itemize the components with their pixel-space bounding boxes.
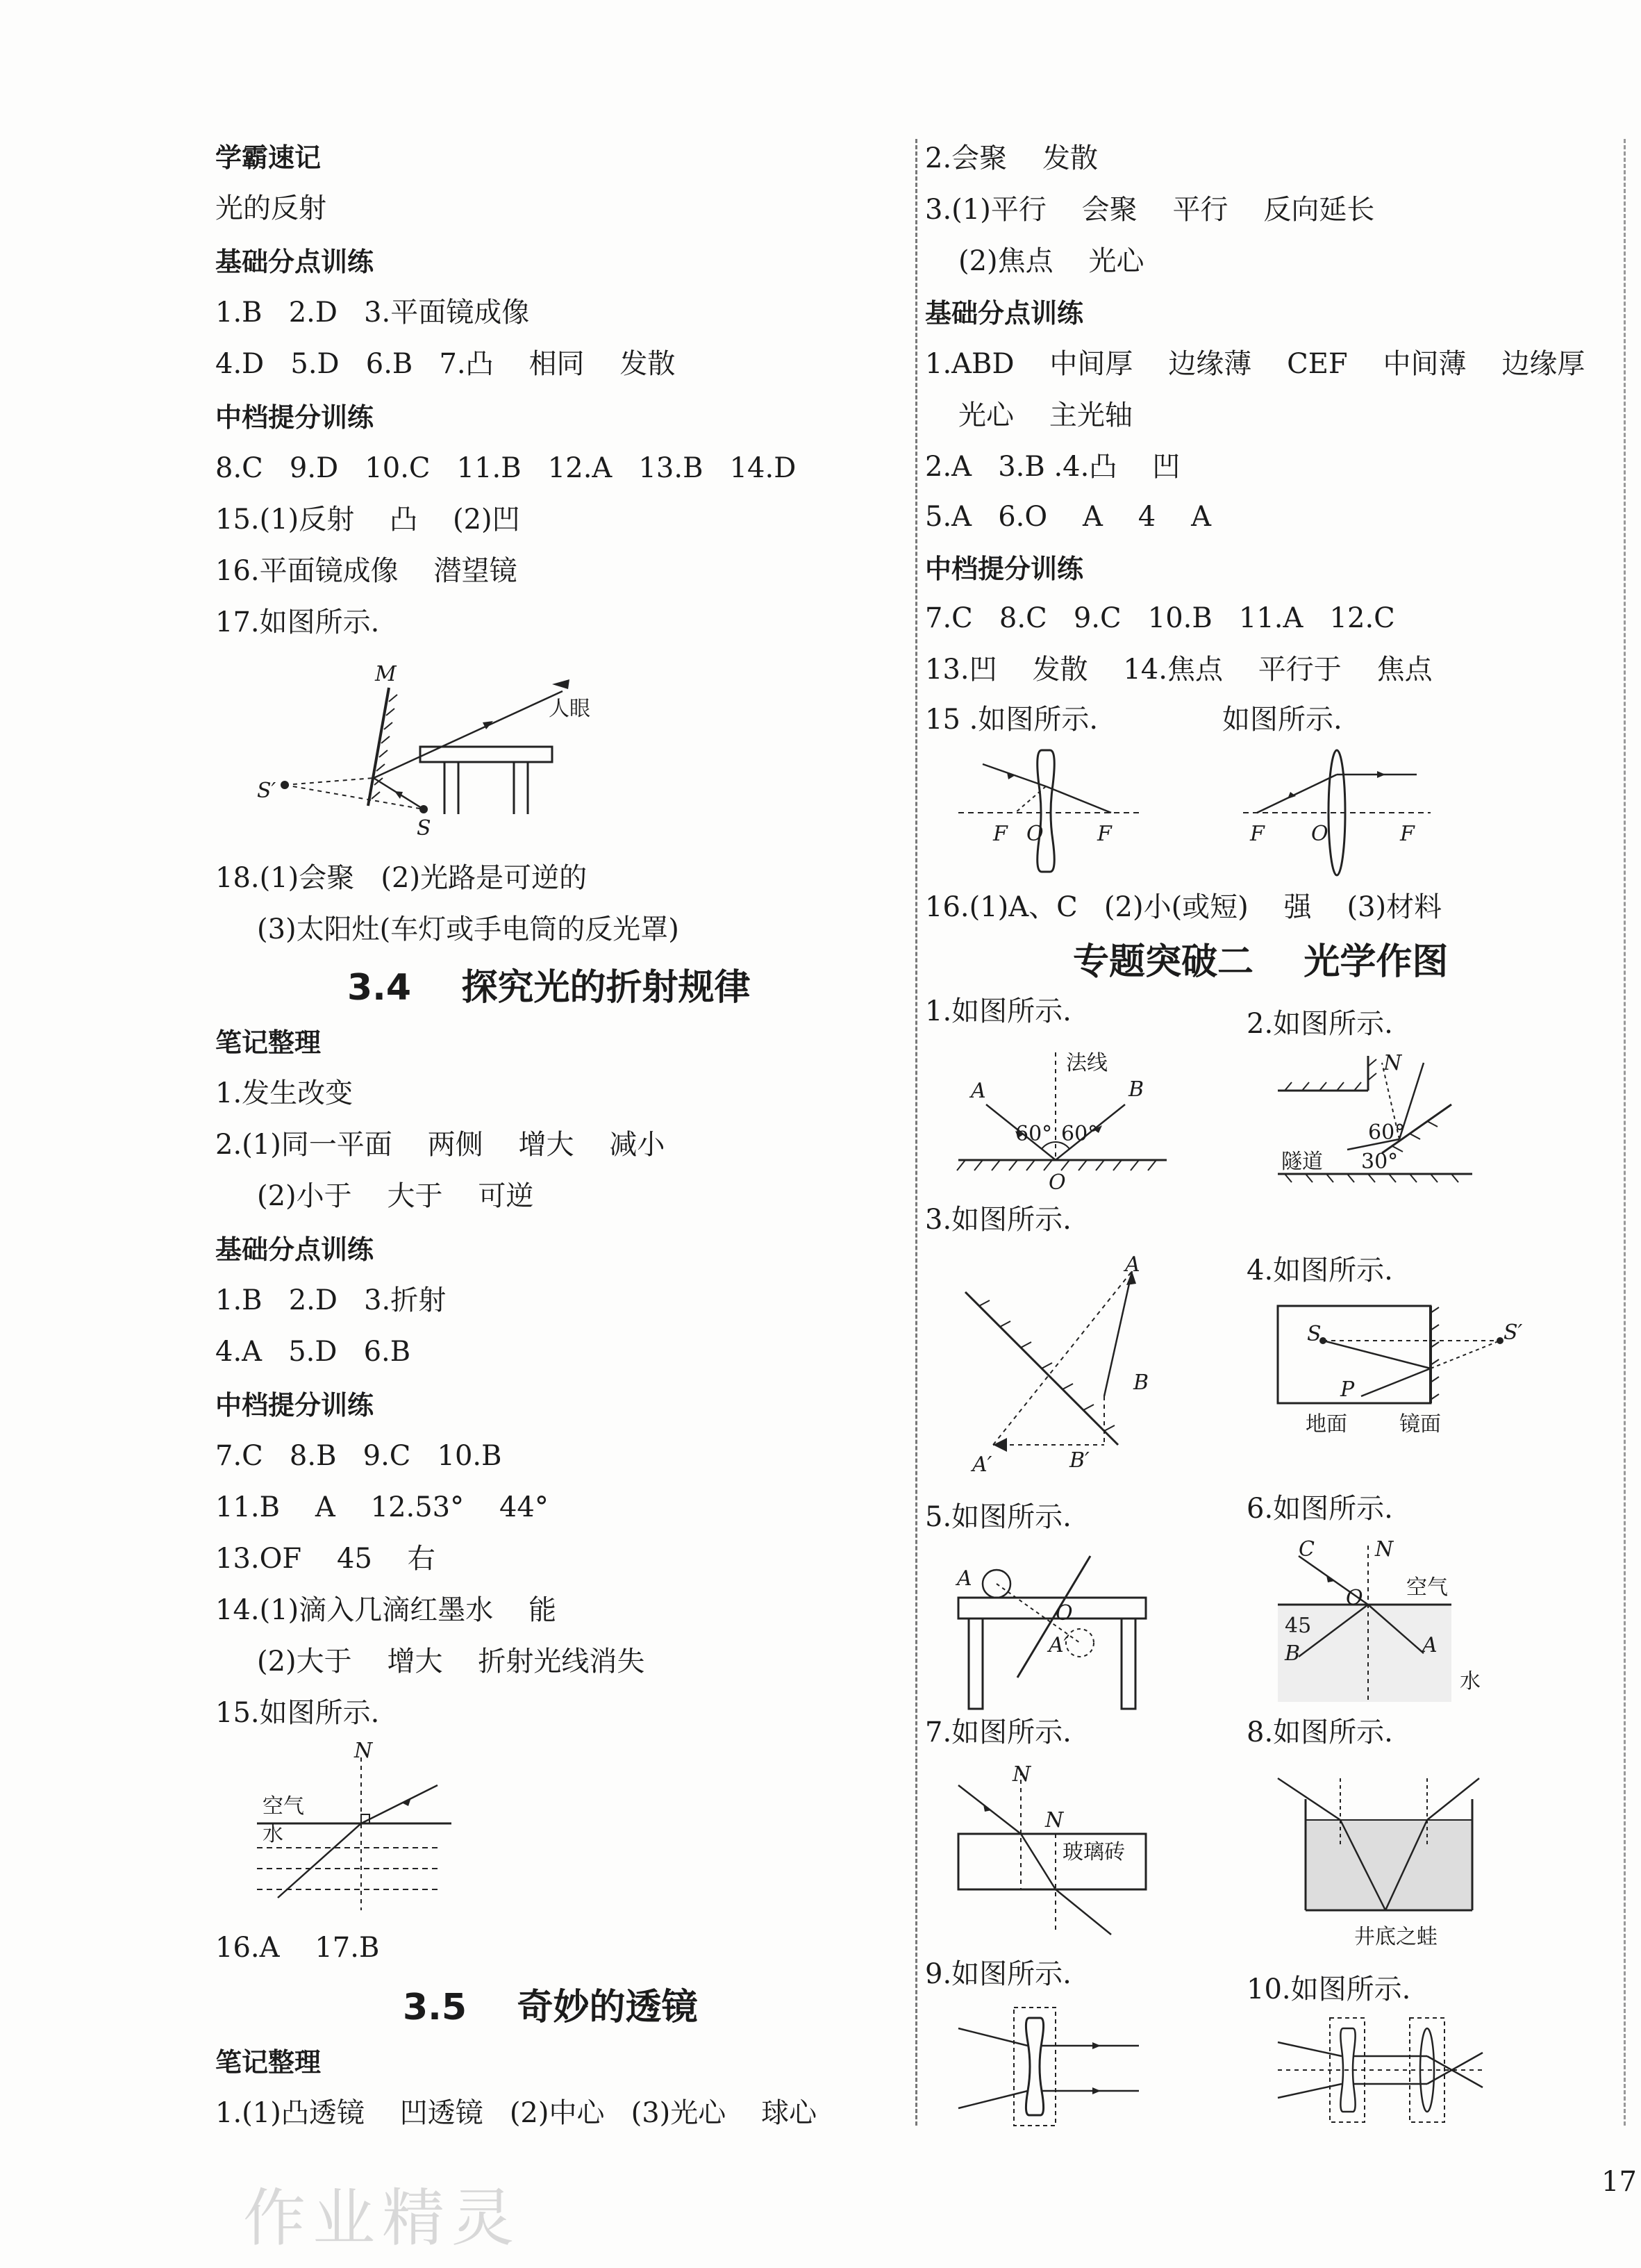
figure-q10-lens-combo bbox=[1271, 2008, 1500, 2133]
label-O: O bbox=[1026, 822, 1044, 846]
figure-q8-well-frog bbox=[1271, 1764, 1500, 1952]
answer-line: 16.(1)A、C (2)小(或短) 强 (3)材料 bbox=[925, 891, 1442, 923]
answer-line: 17.如图所示. bbox=[215, 606, 380, 638]
answer-line: 光心 主光轴 bbox=[958, 399, 1133, 431]
answer-line: 7.C 8.B 9.C 10.B bbox=[215, 1440, 502, 1472]
label-N: N bbox=[1013, 1762, 1031, 1787]
label-water: 水 bbox=[263, 1822, 283, 1846]
answer-line: 16.平面镜成像 潜望镜 bbox=[215, 555, 517, 587]
label-A: A bbox=[1422, 1633, 1438, 1657]
figure-q4-mirror-room bbox=[1271, 1299, 1535, 1438]
answer-line: 1.B 2.D 3.折射 bbox=[215, 1284, 447, 1316]
answer-line: 4.A 5.D 6.B bbox=[215, 1336, 411, 1368]
label-S: S bbox=[1307, 1322, 1322, 1346]
question-label: 6.如图所示. bbox=[1247, 1493, 1393, 1525]
question-label: 7.如图所示. bbox=[925, 1716, 1072, 1748]
label-O: O bbox=[1311, 822, 1328, 846]
figure-15-refraction bbox=[250, 1739, 472, 1938]
answer-line: 13.凹 发散 14.焦点 平行于 焦点 bbox=[925, 654, 1433, 686]
answer-line: 14.(1)滴入几滴红墨水 能 bbox=[215, 1594, 557, 1626]
label-A: A bbox=[1125, 1252, 1140, 1277]
label-A: A bbox=[971, 1079, 986, 1103]
answer-line: (2)大于 增大 折射光线消失 bbox=[257, 1646, 645, 1678]
section-title-3-4: 3.4 探究光的折射规律 bbox=[347, 967, 751, 1009]
label-tunnel: 隧道 bbox=[1281, 1150, 1323, 1174]
label-B: B bbox=[1285, 1641, 1301, 1666]
heading-mid: 中档提分训练 bbox=[925, 554, 1084, 584]
answer-line: 18.(1)会聚 (2)光路是可逆的 bbox=[215, 862, 588, 894]
answer-line: 15.(1)反射 凸 (2)凹 bbox=[215, 504, 520, 536]
question-label: 4.如图所示. bbox=[1247, 1255, 1393, 1286]
label-A-prime: A′ bbox=[1049, 1633, 1069, 1657]
answer-line: 3.(1)平行 会聚 平行 反向延长 bbox=[925, 194, 1375, 226]
watermark: 作业精灵 bbox=[243, 2182, 521, 2255]
heading-basic: 基础分点训练 bbox=[215, 1234, 374, 1265]
label-F: F bbox=[1097, 822, 1112, 846]
answer-line: 如图所示. bbox=[1222, 704, 1342, 736]
label-angle: 45 bbox=[1285, 1614, 1312, 1638]
label-C: C bbox=[1299, 1537, 1315, 1562]
section-title-zhuanti: 专题突破二 光学作图 bbox=[1073, 941, 1449, 983]
answer-line: 7.C 8.C 9.C 10.B 11.A 12.C bbox=[925, 602, 1395, 634]
label-S-prime: S′ bbox=[1503, 1321, 1523, 1345]
figure-q7-glass-brick bbox=[951, 1764, 1174, 1938]
label-N: N bbox=[1375, 1537, 1394, 1562]
answer-line: 4.D 5.D 6.B 7.凸 相同 发散 bbox=[215, 348, 676, 380]
question-label: 1.如图所示. bbox=[925, 995, 1072, 1027]
question-label: 10.如图所示. bbox=[1247, 1973, 1411, 2005]
answer-line: 1.(1)凸透镜 凹透镜 (2)中心 (3)光心 球心 bbox=[215, 2097, 817, 2129]
label-water: 水 bbox=[1460, 1669, 1481, 1694]
label-B: B bbox=[1133, 1371, 1149, 1395]
heading-basic: 基础分点训练 bbox=[215, 247, 374, 277]
answer-line: 1.B 2.D 3.平面镜成像 bbox=[215, 297, 530, 329]
answer-line: 11.B A 12.53° 44° bbox=[215, 1491, 549, 1523]
answer-line: 1.发生改变 bbox=[215, 1077, 353, 1109]
label-eye: 人眼 bbox=[549, 697, 590, 721]
answer-line: 15.如图所示. bbox=[215, 1697, 380, 1729]
figure-q9-concave-lens-box bbox=[951, 2001, 1160, 2133]
question-label: 9.如图所示. bbox=[925, 1958, 1072, 1990]
label-M: M bbox=[375, 662, 397, 686]
label-mirror: 镜面 bbox=[1399, 1412, 1441, 1437]
label-F: F bbox=[1250, 822, 1265, 846]
label-angle: 60° bbox=[1015, 1122, 1053, 1146]
question-label: 8.如图所示. bbox=[1247, 1716, 1393, 1748]
answer-line: 8.C 9.D 10.C 11.B 12.A 13.B 14.D bbox=[215, 452, 797, 484]
answer-line: 1.ABD 中间厚 边缘薄 CEF 中间薄 边缘厚 bbox=[925, 348, 1585, 380]
figure-q5-table-mirror bbox=[951, 1549, 1160, 1730]
label-B-prime: B′ bbox=[1069, 1448, 1090, 1473]
figure-17-plane-mirror bbox=[243, 660, 590, 847]
label-S: S bbox=[417, 816, 431, 841]
label-angle: 30° bbox=[1361, 1150, 1399, 1174]
answer-line: (2)小于 大于 可逆 bbox=[257, 1180, 534, 1212]
answer-line: 2.A 3.B .4.凸 凹 bbox=[925, 451, 1181, 483]
label-A-prime: A′ bbox=[972, 1452, 992, 1477]
question-label: 2.如图所示. bbox=[1247, 1008, 1393, 1040]
label-air: 空气 bbox=[1406, 1575, 1448, 1600]
label-N: N bbox=[1383, 1051, 1402, 1075]
column-divider bbox=[1624, 139, 1626, 2126]
label-B: B bbox=[1128, 1077, 1144, 1102]
label-O: O bbox=[1056, 1601, 1073, 1625]
label-angle: 60° bbox=[1368, 1120, 1406, 1145]
label-air: 空气 bbox=[263, 1794, 304, 1819]
answer-line: (2)焦点 光心 bbox=[958, 245, 1144, 277]
heading-mid: 中档提分训练 bbox=[215, 402, 374, 433]
column-divider bbox=[915, 139, 917, 2126]
page-number: 17 bbox=[1601, 2166, 1637, 2198]
answer-line: 13.OF 45 右 bbox=[215, 1543, 435, 1575]
answer-line: 15 .如图所示. bbox=[925, 704, 1099, 736]
question-label: 3.如图所示. bbox=[925, 1204, 1072, 1236]
answer-line: 16.A 17.B bbox=[215, 1932, 380, 1964]
figure-q3-mirror-image bbox=[951, 1250, 1181, 1487]
label-glass: 玻璃砖 bbox=[1063, 1840, 1125, 1864]
figure-q1-reflection bbox=[951, 1042, 1188, 1202]
figure-15-concave-lens bbox=[951, 743, 1146, 882]
heading-basic: 基础分点训练 bbox=[925, 298, 1084, 329]
answer-line: 2.会聚 发散 bbox=[925, 142, 1099, 174]
label-O: O bbox=[1346, 1586, 1363, 1610]
label-angle: 60° bbox=[1061, 1122, 1099, 1146]
answer-line: 光的反射 bbox=[215, 192, 326, 224]
question-label: 5.如图所示. bbox=[925, 1501, 1072, 1533]
label-F: F bbox=[1400, 822, 1415, 846]
label-A: A bbox=[957, 1566, 972, 1591]
label-P: P bbox=[1340, 1377, 1355, 1402]
label-N: N bbox=[354, 1739, 373, 1763]
label-normal: 法线 bbox=[1066, 1051, 1108, 1075]
answer-line: 5.A 6.O A 4 A bbox=[925, 501, 1211, 533]
answer-line: 2.(1)同一平面 两侧 增大 减小 bbox=[215, 1129, 665, 1161]
label-N: N bbox=[1045, 1808, 1064, 1832]
answer-line: (3)太阳灶(车灯或手电筒的反光罩) bbox=[257, 913, 679, 945]
figure-q2-tunnel-mirror bbox=[1271, 1049, 1479, 1188]
section-title-3-5: 3.5 奇妙的透镜 bbox=[403, 1987, 698, 2028]
heading-notes: 笔记整理 bbox=[215, 2047, 322, 2078]
label-S-prime: S′ bbox=[257, 779, 276, 803]
label-frog: 井底之蛙 bbox=[1354, 1925, 1438, 1949]
figure-15-convex-lens bbox=[1236, 743, 1438, 882]
heading-mid: 中档提分训练 bbox=[215, 1390, 374, 1421]
label-O: O bbox=[1049, 1170, 1066, 1195]
heading-notes: 笔记整理 bbox=[215, 1027, 322, 1058]
heading-xueba: 学霸速记 bbox=[215, 142, 322, 173]
label-F: F bbox=[993, 822, 1008, 846]
label-ground: 地面 bbox=[1306, 1412, 1347, 1437]
figure-q6-water-refraction bbox=[1271, 1535, 1500, 1716]
